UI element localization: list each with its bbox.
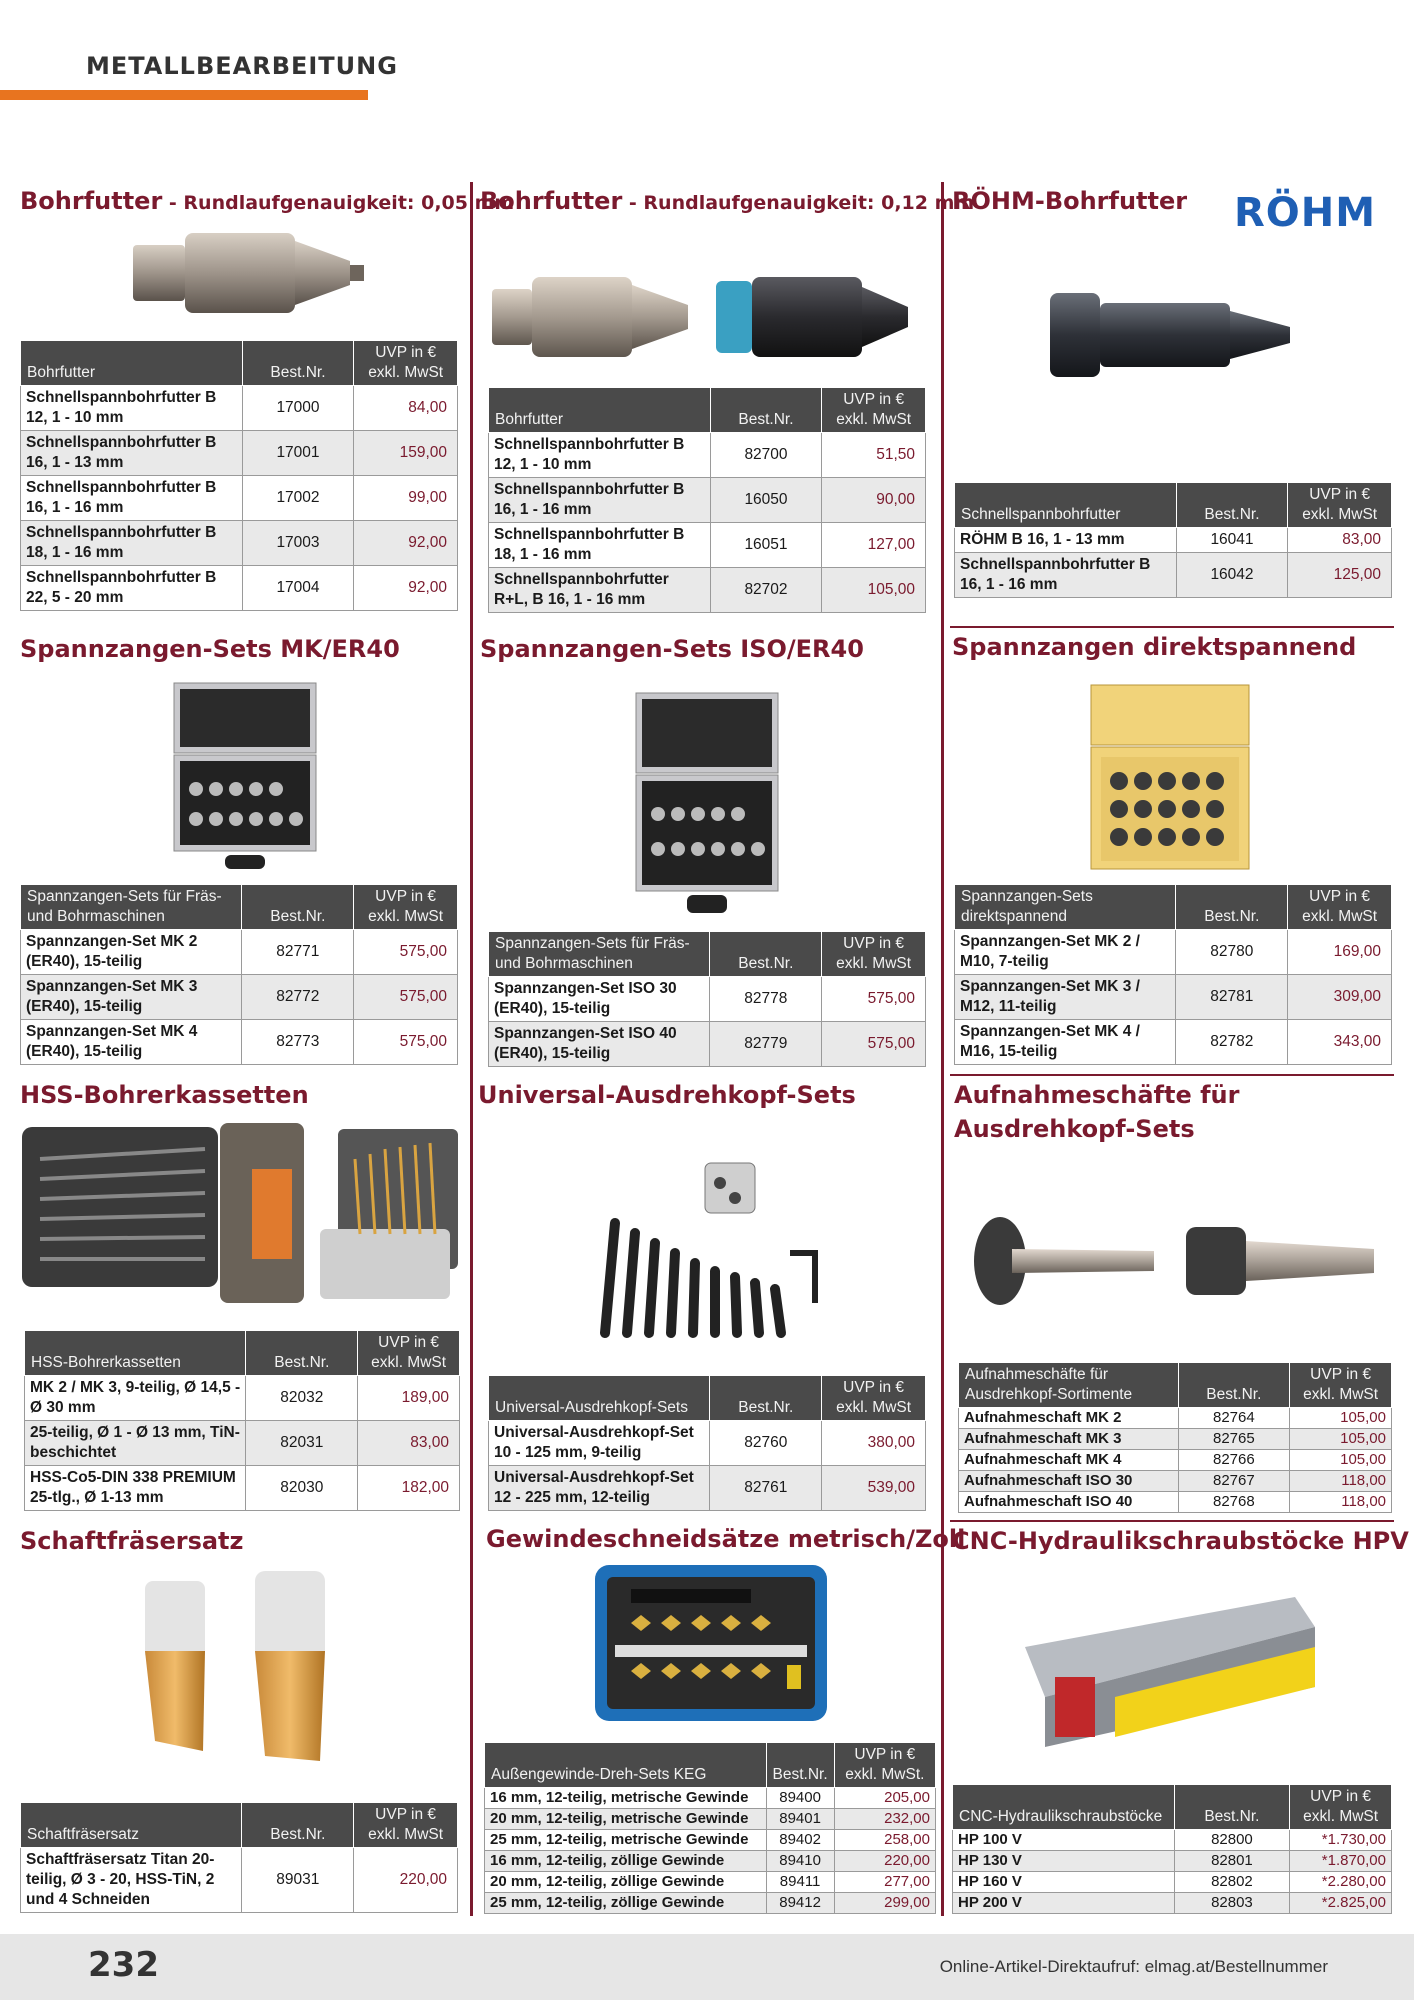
table-row: MK 2 / MK 3, 9-teilig, Ø 14,5 - Ø 30 mm 82032 189,00 (25, 1376, 460, 1421)
table-row: Universal-Ausdrehkopf-Set 12 - 225 mm, 12-teilig 82761 539,00 (489, 1466, 926, 1511)
table-row: Schnellspannbohrfutter B 16, 1 - 16 mm 16042 125,00 (955, 553, 1392, 598)
product-table-gewinde (484, 1742, 936, 1914)
table-row: Schnellspannbohrfutter B 16, 1 - 16 mm 17002 99,00 (21, 476, 458, 521)
section-hss (20, 1078, 309, 1112)
row-divider (950, 1074, 1394, 1076)
table-row: Schnellspannbohrfutter B 16, 1 - 13 mm 17001 159,00 (21, 431, 458, 476)
table-row: Spannzangen-Set ISO 30 (ER40), 15-teilig 82778 575,00 (489, 977, 926, 1022)
collet-case-image (170, 676, 320, 876)
section-cnc (952, 1524, 1409, 1558)
column-divider (941, 182, 944, 1916)
table-row: 16 mm, 12-teilig, zöllige Gewinde 89410 220,00 (485, 1851, 936, 1872)
table-row: Aufnahmeschaft ISO 30 82767 118,00 (959, 1471, 1392, 1492)
column-header: Best.Nr. (242, 1803, 354, 1848)
boring-head-set-image (580, 1150, 840, 1350)
product-table-schaftfraeser (20, 1802, 458, 1913)
table-row: Spannzangen-Set ISO 40 (ER40), 15-teilig 82779 575,00 (489, 1022, 926, 1067)
table-row: Aufnahmeschaft MK 3 82765 105,00 (959, 1429, 1392, 1450)
table-row: Schnellspannbohrfutter B 16, 1 - 16 mm 16050 90,00 (489, 478, 926, 523)
section-mk-er40 (20, 632, 400, 666)
column-header: HSS-Bohrerkassetten (25, 1331, 246, 1376)
column-header: UVP in € exkl. MwSt. (834, 1743, 935, 1788)
column-header: Spannzangen-Sets für Fräs- und Bohrmaschinen (489, 932, 710, 977)
table-row: Schaftfräsersatz Titan 20-teilig, Ø 3 - 20, HSS-TiN, 2 und 4 Schneiden 89031 220,00 (21, 1848, 458, 1913)
column-header: Spannzangen-Sets für Fräs- und Bohrmaschinen (21, 885, 242, 930)
table-row: Aufnahmeschaft MK 2 82764 105,00 (959, 1408, 1392, 1429)
table-row: Schnellspannbohrfutter B 22, 5 - 20 mm 17004 92,00 (21, 566, 458, 611)
section-title: Schaftfräsersatz (20, 1527, 244, 1555)
column-header: Best.Nr. (710, 932, 822, 977)
header-accent-bar (0, 90, 368, 100)
footer-url-text: Online-Artikel-Direktaufruf: elmag.at/Bestellnummer (939, 1957, 1328, 1976)
product-table-mk-er40 (20, 884, 458, 1065)
column-header: UVP in € exkl. MwSt (354, 1803, 458, 1848)
table-row: Schnellspannbohrfutter B 12, 1 - 10 mm 82700 51,50 (489, 433, 926, 478)
table-row: Schnellspannbohrfutter B 12, 1 - 10 mm 17000 84,00 (21, 386, 458, 431)
table-row: Schnellspannbohrfutter B 18, 1 - 16 mm 17003 92,00 (21, 521, 458, 566)
section-title: RÖHM-Bohrfutter (952, 187, 1188, 215)
section-bohrfutter-005 (20, 184, 514, 220)
section-roehm (952, 184, 1187, 218)
column-header: Best.Nr. (1178, 1363, 1290, 1408)
end-mill-image (120, 1558, 360, 1768)
table-row: 16 mm, 12-teilig, metrische Gewinde 89400 205,00 (485, 1788, 936, 1809)
table-row: Universal-Ausdrehkopf-Set 10 - 125 mm, 9-teilig 82760 380,00 (489, 1421, 926, 1466)
column-header: Aufnahmeschäfte für Ausdrehkopf-Sortimente (959, 1363, 1179, 1408)
column-header: Bohrfutter (21, 341, 243, 386)
table-row: Aufnahmeschaft ISO 40 82768 118,00 (959, 1492, 1392, 1513)
section-title: Bohrfutter (480, 187, 623, 215)
section-schaftfraeser (20, 1524, 244, 1558)
table-row: RÖHM B 16, 1 - 13 mm 16041 83,00 (955, 528, 1392, 553)
column-header: UVP in € exkl. MwSt (1290, 1785, 1392, 1830)
section-title: Universal-Ausdrehkopf-Sets (478, 1081, 856, 1109)
product-table-bohrfutter-005 (20, 340, 458, 611)
section-gewinde (486, 1522, 965, 1556)
column-header: UVP in € exkl. MwSt (822, 1376, 926, 1421)
table-row: HP 100 V 82800 *1.730,00 (953, 1830, 1392, 1851)
table-row: Spannzangen-Set MK 3 (ER40), 15-teilig 82772 575,00 (21, 975, 458, 1020)
table-row: 25 mm, 12-teilig, metrische Gewinde 89402 258,00 (485, 1830, 936, 1851)
hydraulic-vise-image (1010, 1584, 1330, 1754)
table-row: Spannzangen-Set MK 3 / M12, 11-teilig 82781 309,00 (955, 975, 1392, 1020)
section-title: Spannzangen-Sets MK/ER40 (20, 635, 400, 663)
column-header: UVP in € exkl. MwSt (358, 1331, 460, 1376)
section-title: Aufnahmeschäfte für (954, 1081, 1240, 1109)
column-header: UVP in € exkl. MwSt (354, 341, 458, 386)
column-header: Best.Nr. (710, 1376, 822, 1421)
section-ausdrehkopf (478, 1078, 856, 1112)
product-table-bohrfutter-012 (488, 387, 926, 613)
table-row: Spannzangen-Set MK 4 (ER40), 15-teilig 82773 575,00 (21, 1020, 458, 1065)
column-header: Best.Nr. (242, 341, 354, 386)
product-table-iso-er40 (488, 931, 926, 1067)
section-title: CNC-Hydraulikschraubstöcke HPV (952, 1527, 1409, 1555)
roehm-chuck-image (1040, 280, 1320, 390)
column-header: Schaftfräsersatz (21, 1803, 242, 1848)
column-header: Schnellspannbohrfutter (955, 483, 1177, 528)
column-header: Best.Nr. (766, 1743, 834, 1788)
threading-set-image (586, 1558, 836, 1728)
table-row: Spannzangen-Set MK 2 (ER40), 15-teilig 82771 575,00 (21, 930, 458, 975)
column-header: UVP in € exkl. MwSt (822, 932, 926, 977)
column-header: UVP in € exkl. MwSt (1290, 1363, 1392, 1408)
product-table-roehm (954, 482, 1392, 598)
table-row: 25 mm, 12-teilig, zöllige Gewinde 89412 299,00 (485, 1893, 936, 1914)
table-row: 20 mm, 12-teilig, metrische Gewinde 89401 232,00 (485, 1809, 936, 1830)
section-subtitle: - Rundlaufgenauigkeit: 0,05 mm (162, 192, 515, 214)
collet-case-image (632, 684, 782, 924)
column-divider (470, 182, 473, 1916)
column-header: Best.Nr. (242, 885, 354, 930)
section-aufnahmeschaefte (954, 1078, 1239, 1146)
column-header: CNC-Hydraulikschraubstöcke (953, 1785, 1175, 1830)
table-row: HP 130 V 82801 *1.870,00 (953, 1851, 1392, 1872)
section-title: HSS-Bohrerkassetten (20, 1081, 309, 1109)
section-iso-er40 (480, 632, 864, 666)
table-row: Schnellspannbohrfutter B 18, 1 - 16 mm 16051 127,00 (489, 523, 926, 568)
wooden-collet-box-image (1080, 678, 1260, 878)
drill-chuck-image (120, 218, 380, 328)
table-row: Spannzangen-Set MK 2 / M10, 7-teilig 82780 169,00 (955, 930, 1392, 975)
column-header: UVP in € exkl. MwSt (1288, 483, 1392, 528)
table-row: HSS-Co5-DIN 338 PREMIUM 25-tlg., Ø 1-13 mm 82030 182,00 (25, 1466, 460, 1511)
page-header-title: METALLBEARBEITUNG (86, 52, 398, 80)
column-header: Universal-Ausdrehkopf-Sets (489, 1376, 710, 1421)
column-header: Außengewinde-Dreh-Sets KEG (485, 1743, 767, 1788)
page-number: 232 (88, 1945, 159, 1985)
section-title: Gewindeschneidsätze metrisch/Zoll (486, 1525, 966, 1553)
table-row: Schnellspannbohrfutter R+L, B 16, 1 - 16 mm 82702 105,00 (489, 568, 926, 613)
column-header: Best.Nr. (1174, 1785, 1290, 1830)
section-subtitle: - Rundlaufgenauigkeit: 0,12 mm (622, 192, 975, 214)
column-header: Best.Nr. (246, 1331, 358, 1376)
product-table-direktspannend (954, 884, 1392, 1065)
drill-bit-cases-image (20, 1116, 460, 1306)
product-table-hss (24, 1330, 460, 1511)
column-header: Best.Nr. (1176, 885, 1288, 930)
table-row: HP 200 V 82803 *2.825,00 (953, 1893, 1392, 1914)
column-header: Best.Nr. (710, 388, 822, 433)
roehm-logo: RÖHM (1234, 190, 1377, 236)
section-title: Spannzangen-Sets ISO/ER40 (480, 635, 864, 663)
product-table-cnc (952, 1784, 1392, 1914)
section-title: Spannzangen direktspannend (952, 633, 1357, 661)
table-row: 25-teilig, Ø 1 - Ø 13 mm, TiN-beschichtet 82031 83,00 (25, 1421, 460, 1466)
section-direktspannend (952, 630, 1356, 664)
table-row: 20 mm, 12-teilig, zöllige Gewinde 89411 277,00 (485, 1872, 936, 1893)
column-header: UVP in € exkl. MwSt (354, 885, 458, 930)
column-header: UVP in € exkl. MwSt (1288, 885, 1392, 930)
column-header: Spannzangen-Sets direktspannend (955, 885, 1176, 930)
section-title-line2: Ausdrehkopf-Sets (954, 1115, 1195, 1143)
section-bohrfutter-012 (480, 184, 974, 220)
product-table-aufnahmeschaefte (958, 1362, 1392, 1513)
section-title: Bohrfutter (20, 187, 163, 215)
arbor-shanks-image (964, 1206, 1384, 1316)
drill-chuck-pair-image (488, 262, 928, 372)
column-header: UVP in € exkl. MwSt (822, 388, 926, 433)
table-row: HP 160 V 82802 *2.280,00 (953, 1872, 1392, 1893)
column-header: Best.Nr. (1176, 483, 1288, 528)
row-divider (950, 1520, 1394, 1522)
column-header: Bohrfutter (489, 388, 711, 433)
row-divider (950, 626, 1394, 628)
table-row: Aufnahmeschaft MK 4 82766 105,00 (959, 1450, 1392, 1471)
product-table-ausdrehkopf (488, 1375, 926, 1511)
table-row: Spannzangen-Set MK 4 / M16, 15-teilig 82782 343,00 (955, 1020, 1392, 1065)
